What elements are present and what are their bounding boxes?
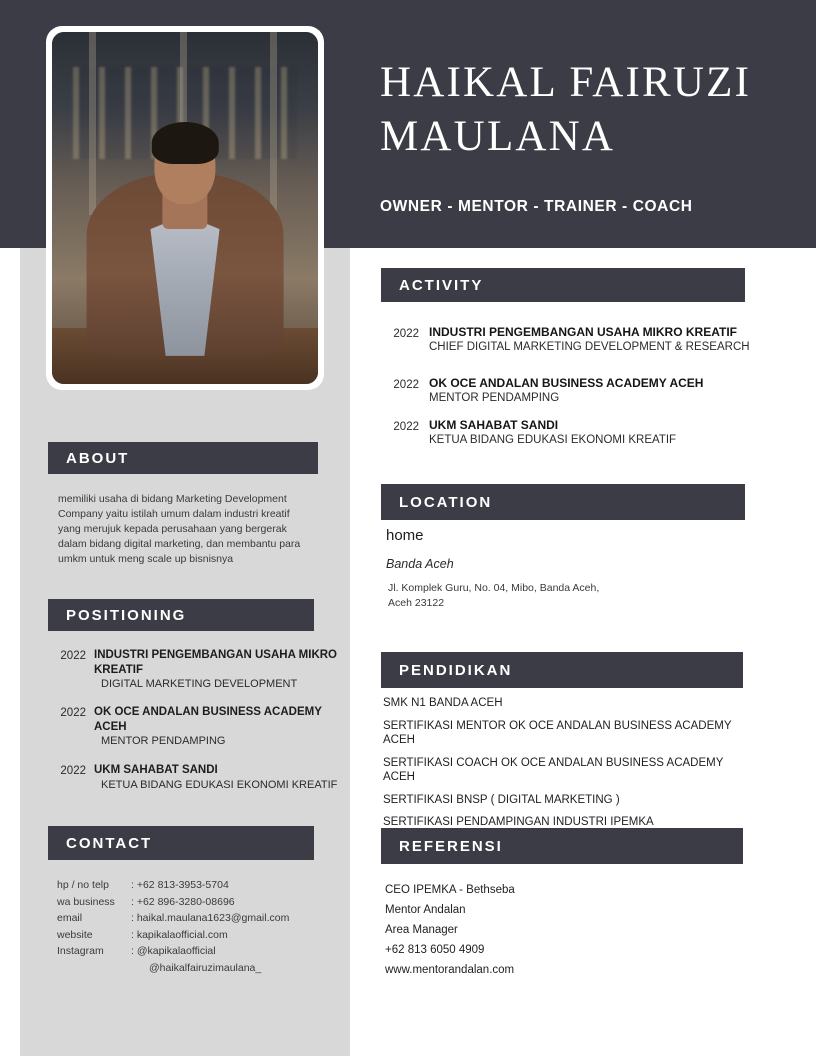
positioning-item	[48, 705, 338, 749]
activity-item	[383, 325, 753, 354]
contact-row	[57, 944, 333, 959]
contact-label: hp / no telp	[57, 879, 109, 891]
activity-item-subtitle: KETUA BIDANG EDUKASI EKONOMI KREATIF	[429, 434, 677, 446]
location-city: Banda Aceh	[386, 557, 454, 571]
section-heading-reference: REFERENSI	[381, 828, 743, 864]
reference-line: CEO IPEMKA - Bethseba	[385, 884, 515, 896]
positioning-item	[48, 648, 338, 692]
contact-row	[57, 895, 333, 910]
section-heading-activity: ACTIVITY	[381, 268, 745, 302]
contact-row	[57, 928, 333, 943]
reference-line: Mentor Andalan	[385, 904, 466, 916]
section-heading-contact: CONTACT	[48, 826, 314, 860]
positioning-item-subtitle: MENTOR PENDAMPING	[101, 735, 226, 747]
positioning-item-year: 2022	[60, 765, 86, 777]
activity-item	[383, 376, 753, 405]
about-text: memiliki usaha di bidang Marketing Development Company yaitu istilah umum dalam industri kreatif yang merujuk kepada perusahaan yang bergerak dalam bidang digital marketing, dan membantu para umkm untuk meng scale up bisnisnya	[58, 493, 301, 565]
section-heading-about: ABOUT	[48, 442, 318, 474]
profile-photo	[52, 32, 318, 384]
positioning-item-subtitle: KETUA BIDANG EDUKASI EKONOMI KREATIF	[101, 778, 338, 791]
section-heading-positioning: POSITIONING	[48, 599, 314, 631]
reference-list	[385, 880, 725, 980]
education-item: SERTIFIKASI BNSP ( DIGITAL MARKETING )	[383, 793, 620, 806]
header-subtitle: OWNER - MENTOR - TRAINER - COACH	[380, 198, 693, 215]
photo-pole-right	[270, 32, 277, 215]
activity-item-title: OK OCE ANDALAN BUSINESS ACADEMY ACEH	[429, 376, 704, 390]
contact-value[interactable]: @haikalfairuzimaulana_	[149, 961, 262, 974]
contact-label: email	[57, 912, 83, 925]
contact-value[interactable]: : kapikalaofficial.com	[131, 928, 228, 941]
positioning-item	[48, 763, 338, 792]
activity-item	[383, 418, 753, 447]
activity-item-subtitle: CHIEF DIGITAL MARKETING DEVELOPMENT & RESEARCH	[429, 341, 750, 353]
positioning-item-year: 2022	[60, 707, 86, 719]
contact-label	[57, 961, 125, 976]
location-place: home	[386, 527, 424, 544]
photo-hair	[152, 122, 219, 164]
contact-value[interactable]: : haikal.maulana1623@gmail.com	[131, 912, 290, 925]
positioning-item-title: INDUSTRI PENGEMBANGAN USAHA MIKRO KREATIF	[94, 649, 337, 676]
location-address: Jl. Komplek Guru, No. 04, Mibo, Banda Aceh, Aceh 23122	[388, 582, 600, 609]
activity-item-title: INDUSTRI PENGEMBANGAN USAHA MIKRO KREATIF	[429, 325, 737, 339]
reference-line: Area Manager	[385, 924, 458, 936]
positioning-item-year: 2022	[60, 650, 86, 662]
reference-line[interactable]: www.mentorandalan.com	[385, 964, 515, 976]
positioning-item-title: OK OCE ANDALAN BUSINESS ACADEMY ACEH	[94, 706, 322, 733]
section-heading-education: PENDIDIKAN	[381, 652, 743, 688]
activity-item-title: UKM SAHABAT SANDI	[429, 418, 559, 432]
contact-row	[57, 961, 333, 976]
contact-table	[55, 876, 335, 978]
contact-row	[57, 911, 333, 926]
contact-label: website	[57, 928, 93, 941]
education-list	[383, 696, 751, 838]
contact-value: : +62 896-3280-08696	[131, 895, 235, 908]
contact-label: wa business	[57, 895, 115, 908]
reference-line: +62 813 6050 4909	[385, 944, 485, 956]
activity-item-year: 2022	[393, 379, 419, 391]
activity-item-year: 2022	[393, 328, 419, 340]
positioning-item-subtitle: DIGITAL MARKETING DEVELOPMENT	[101, 678, 298, 690]
education-item: SERTIFIKASI PENDAMPINGAN INDUSTRI IPEMKA	[383, 816, 654, 828]
contact-row	[57, 878, 333, 893]
page-title: HAIKAL FAIRUZI MAULANA	[380, 59, 752, 160]
education-item: SMK N1 BANDA ACEH	[383, 697, 503, 709]
contact-value: : +62 813-3953-5704	[131, 879, 229, 891]
photo-pole-left	[89, 32, 96, 215]
activity-item-year: 2022	[393, 421, 419, 433]
profile-photo-frame	[46, 26, 324, 390]
education-item: SERTIFIKASI COACH OK OCE ANDALAN BUSINESS ACADEMY ACEH	[383, 756, 724, 783]
activity-item-subtitle: MENTOR PENDAMPING	[429, 392, 560, 404]
section-heading-location: LOCATION	[381, 484, 745, 520]
contact-value[interactable]: : @kapikalaofficial	[131, 945, 216, 958]
positioning-item-title: UKM SAHABAT SANDI	[94, 764, 218, 776]
education-item: SERTIFIKASI MENTOR OK OCE ANDALAN BUSINESS ACADEMY ACEH	[383, 719, 732, 746]
contact-label: Instagram	[57, 945, 104, 958]
